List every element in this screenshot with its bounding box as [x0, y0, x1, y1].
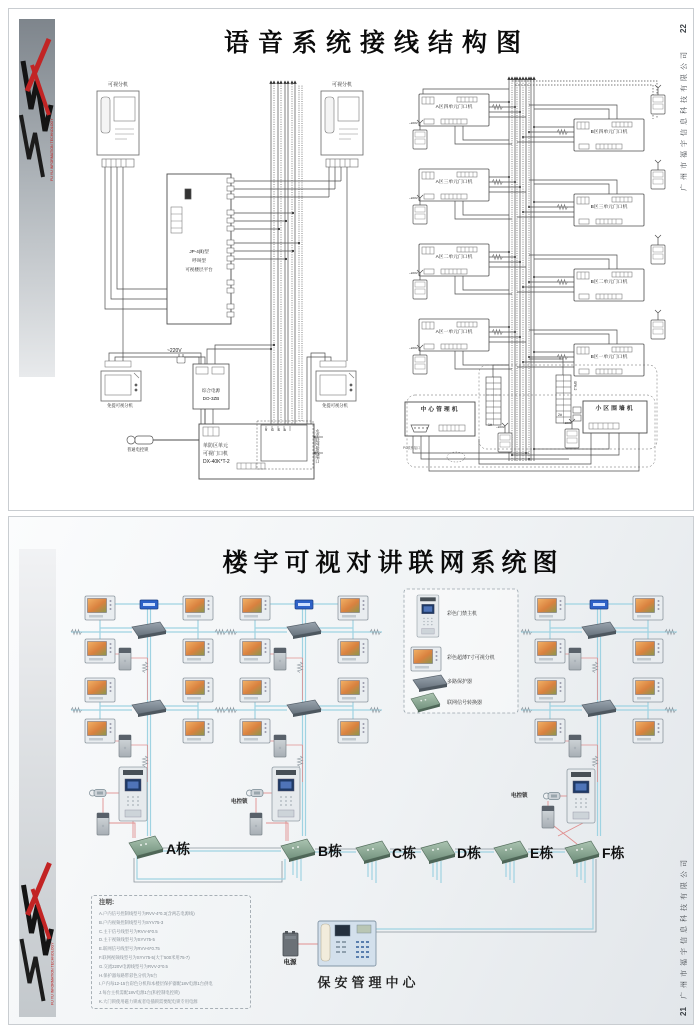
note-j: J.每台主机需配18V电源1台(和控制电控锁)	[99, 990, 180, 996]
converter-f-icon	[565, 841, 599, 864]
label-strip1: 1#	[488, 423, 492, 427]
building-cluster-b	[226, 596, 382, 836]
label-building-d: D栋	[457, 845, 482, 861]
label-ac-psu-br: ~220V	[563, 421, 572, 425]
protector-f-icon	[542, 806, 554, 828]
brand-logo-text-2: FU YU INFORMATION TECHNOLOGY	[50, 942, 55, 1005]
note-h: H.保护器每路带彩色分机为5台	[99, 972, 158, 978]
label-door-line3: DX-40K*T-2	[203, 459, 230, 465]
label-building-b: B栋	[318, 843, 343, 859]
page-intercom-network	[8, 516, 694, 1025]
video-extension-right-icon	[321, 91, 363, 167]
label-a-unit-4: A区四单元门口机	[435, 105, 473, 110]
note-a: A.户内信号控制线型号为RVV-4*0.3(含两芯电源线)	[99, 911, 195, 916]
page2-title: 楼宇可视对讲联网系统图	[222, 549, 564, 577]
label-ac-a3: ~220V	[409, 196, 418, 200]
notes-title: 注明:	[99, 899, 115, 906]
label-ac-a4: ~220V	[409, 121, 418, 125]
label-power: 电源	[283, 959, 297, 966]
label-lock: 普通电控锁	[127, 447, 149, 452]
label-lock-b: 电控锁	[231, 799, 248, 805]
page2-number: 21	[679, 1007, 688, 1016]
label-building-c: C栋	[392, 845, 417, 861]
label-building-e: E栋	[530, 845, 554, 861]
label-ac-220v: ~220V	[167, 348, 182, 354]
note-g: G.交流220V电源线型号为RVV-2*0.5	[99, 963, 168, 969]
page-voice-wiring	[8, 8, 694, 511]
door-station-a-icon	[119, 767, 147, 821]
label-terminals: V G S A	[265, 428, 288, 432]
label-security-center: 保安管理中心	[317, 975, 420, 990]
label-b-unit-2: B区二单元门口机	[590, 280, 628, 285]
label-strip2: 2#	[558, 413, 562, 417]
door-station-f-icon	[567, 769, 595, 823]
building-cluster-a	[71, 596, 227, 836]
legend-label-converter: 联网信号转换器	[447, 700, 483, 706]
label-ext-left: 可视分机	[107, 82, 128, 88]
label-handsfree-right: 免提可视分机	[322, 403, 348, 408]
note-k: K.大门锁使用磁力锁或者电插锁需要配电锁专用电源	[99, 999, 198, 1004]
converter-e-icon	[494, 841, 528, 864]
label-perimeter: 小区围墙机	[595, 406, 635, 412]
label-b-unit-1: B区一单元门口机	[590, 355, 628, 360]
note-i: I.户内每12-15台彩色分机和本楼层保护器配18V电源1台供电	[99, 981, 213, 987]
left-subdiagram	[97, 81, 363, 479]
terminal-strip	[105, 361, 131, 367]
converter-c-icon	[356, 841, 390, 864]
note-c: C.主干信号线型号为RVV-6*0.5	[99, 928, 158, 934]
label-pc-port: PC联机接口	[403, 446, 421, 450]
page1-title: 语音系统接线结构图	[223, 29, 530, 57]
converter-b-icon	[281, 839, 315, 862]
power-supply-icon	[283, 931, 298, 956]
building-cluster-f	[521, 596, 677, 836]
legend-box	[404, 589, 518, 713]
legend-door-station-icon	[417, 595, 439, 637]
label-a-unit-1: A区一单元门口机	[435, 330, 473, 335]
label-platform-model: JP-4(Ⅱ)型	[189, 249, 209, 254]
riser-bus-right	[509, 77, 534, 461]
label-ac-a2: ~220V	[409, 271, 418, 275]
ac-plug-icon	[177, 354, 185, 363]
electric-lock-icon	[127, 436, 153, 444]
label-b-unit-4: B区四单元门口机	[590, 130, 628, 135]
handsfree-monitor-right-icon	[316, 371, 356, 401]
electric-lock-f-icon	[544, 793, 561, 800]
label-building-a: A栋	[166, 841, 191, 857]
page1-number: 22	[679, 24, 688, 33]
legend-label-door-station: 彩色门禁主机	[447, 611, 478, 617]
electric-lock-a-icon	[90, 790, 107, 797]
label-platform-type: 呼叫型	[192, 258, 206, 263]
label-psu-model: DO-3ZB	[202, 396, 220, 401]
b-zone-units	[574, 85, 665, 376]
combined-psu-box	[193, 364, 229, 409]
label-center-manager: 中心管理机	[420, 407, 460, 413]
terminal-strip	[320, 361, 346, 367]
legend-label-monitor: 彩色超薄7寸可视分机	[447, 655, 495, 661]
protector-a-icon	[97, 813, 109, 835]
note-f: F.联网视频线型号为SYV75-5(大于500米用75-7)	[99, 955, 190, 960]
video-extension-left-icon	[97, 91, 139, 167]
protector-b-icon	[250, 813, 262, 835]
label-b-unit-3: B区三单元门口机	[590, 205, 628, 210]
label-network-port: 水平联网接线端口	[315, 429, 321, 464]
label-platform-name: 可视楼层平台	[185, 267, 213, 272]
electric-lock-b-icon	[247, 790, 264, 797]
label-psu-name: 综合电源	[202, 388, 220, 393]
handsfree-monitor-left-icon	[101, 371, 141, 401]
page1-company-vertical: 广州市福宇信息科技有限公司	[681, 48, 688, 191]
security-console-icon	[318, 921, 376, 966]
label-ac-a1: ~220V	[409, 346, 418, 350]
label-spk: SFK-2	[573, 381, 578, 391]
note-d: D.主干视频线型号为SYV75-5	[99, 937, 155, 943]
label-ac-psu-bl: ~220V	[496, 425, 505, 429]
door-machine-box	[199, 421, 323, 479]
note-e: E.联网信号线型号为RVV-6*0.75	[99, 946, 160, 952]
label-building-f: F栋	[602, 845, 625, 861]
label-a-unit-3: A区三单元门口机	[435, 180, 473, 185]
note-b: B.户内视频控制线型号为SYV75-3	[99, 919, 164, 925]
legend-monitor-icon	[411, 647, 441, 671]
page2-company-vertical: 广州市福宇信息科技有限公司	[681, 856, 688, 999]
legend-label-protector: 多路保护器	[447, 679, 473, 685]
converter-d-icon	[421, 841, 455, 864]
riser-bus-left	[271, 81, 302, 457]
converter-a-icon	[129, 836, 163, 859]
label-door-line2: 可视门口机	[203, 451, 229, 457]
label-a-unit-2: A区二单元门口机	[435, 255, 473, 260]
label-door-line1: 单防区单元	[203, 443, 229, 449]
label-lock-f: 电控锁	[511, 793, 528, 799]
label-ext-right: 可视分机	[331, 82, 352, 88]
brand-logo-text: FU YU INFORMATION TECHNOLOGY	[50, 118, 54, 181]
door-station-b-icon	[272, 767, 300, 821]
label-handsfree-left: 免提可视分机	[107, 403, 133, 408]
